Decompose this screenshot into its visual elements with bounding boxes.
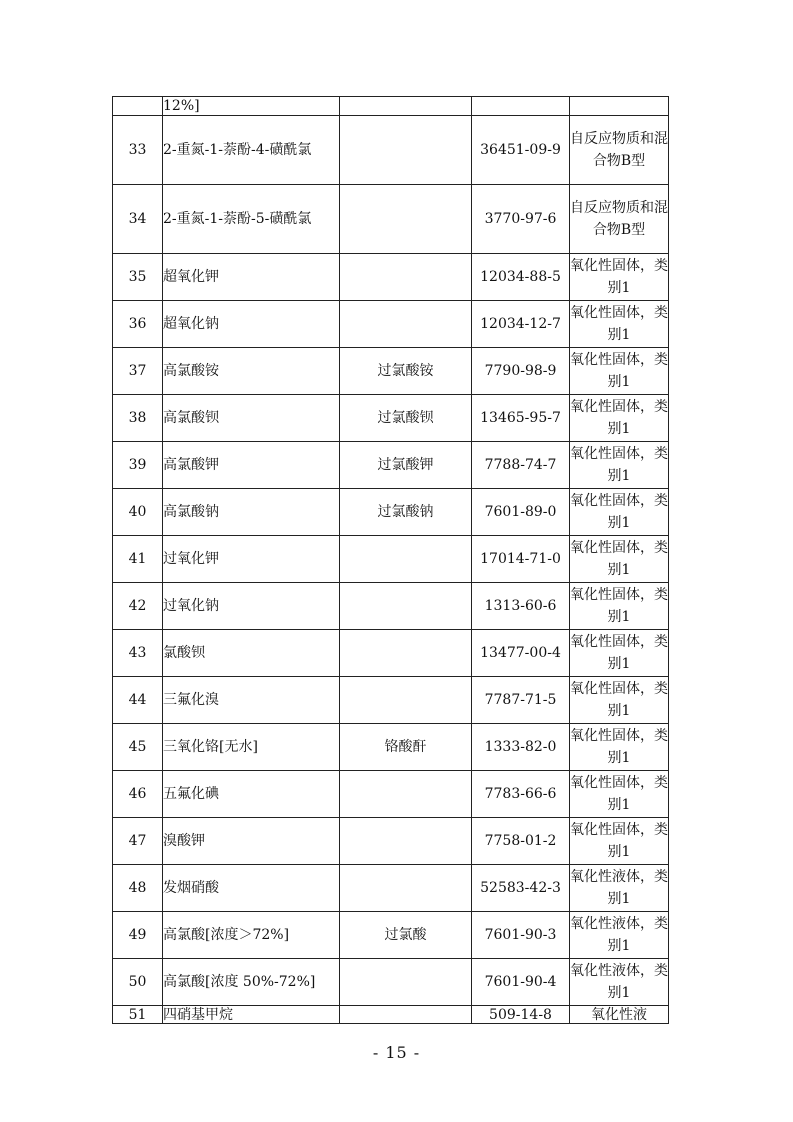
table-row — [113, 959, 669, 1006]
substance-name: 溴酸钾 — [163, 818, 340, 865]
alias: 过氯酸钾 — [340, 442, 472, 489]
substance-name: 过氧化钾 — [163, 536, 340, 583]
hazard-category: 氧化性液体，类别1 — [570, 959, 669, 1006]
substance-name: 高氯酸铵 — [163, 348, 340, 395]
substance-name: 发烟硝酸 — [163, 865, 340, 912]
row-number: 48 — [113, 865, 163, 912]
hazard-category: 氧化性固体，类别1 — [570, 583, 669, 630]
table-row — [113, 185, 669, 254]
table-row — [113, 724, 669, 771]
hazard-category: 氧化性固体，类别1 — [570, 489, 669, 536]
substance-name: 过氧化钠 — [163, 583, 340, 630]
substance-name: 四硝基甲烷 — [163, 1006, 340, 1024]
row-number: 39 — [113, 442, 163, 489]
row-number: 44 — [113, 677, 163, 724]
row-number: 35 — [113, 254, 163, 301]
page-number: - 15 - — [372, 1043, 421, 1062]
hazard-category: 氧化性固体，类别1 — [570, 536, 669, 583]
alias — [340, 677, 472, 724]
hazard-category: 氧化性液体，类别1 — [570, 912, 669, 959]
alias — [340, 865, 472, 912]
hazard-category: 氧化性固体，类别1 — [570, 677, 669, 724]
table-row — [113, 818, 669, 865]
row-number: 33 — [113, 116, 163, 185]
cas-number: 7788-74-7 — [472, 442, 570, 489]
alias — [340, 818, 472, 865]
row-number: 37 — [113, 348, 163, 395]
table-row — [113, 677, 669, 724]
alias — [340, 536, 472, 583]
table-row — [113, 116, 669, 185]
cas-number: 7758-01-2 — [472, 818, 570, 865]
substance-name: 高氯酸钾 — [163, 442, 340, 489]
hazard-category: 氧化性固体，类别1 — [570, 724, 669, 771]
table-row — [113, 442, 669, 489]
hazard-category: 氧化性固体，类别1 — [570, 442, 669, 489]
alias — [340, 630, 472, 677]
chemicals-table — [112, 96, 669, 1024]
substance-name: 高氯酸钡 — [163, 395, 340, 442]
alias — [340, 254, 472, 301]
alias: 过氯酸 — [340, 912, 472, 959]
hazard-category: 自反应物质和混合物B型 — [570, 185, 669, 254]
hazard-category: 氧化性固体，类别1 — [570, 818, 669, 865]
alias: 过氯酸钡 — [340, 395, 472, 442]
table-row — [113, 912, 669, 959]
row-number: 38 — [113, 395, 163, 442]
alias — [340, 583, 472, 630]
substance-name: 三氧化铬[无水] — [163, 724, 340, 771]
row-number: 34 — [113, 185, 163, 254]
alias — [340, 116, 472, 185]
alias: 铬酸酐 — [340, 724, 472, 771]
cas-number: 509-14-8 — [472, 1006, 570, 1024]
cas-number: 7787-71-5 — [472, 677, 570, 724]
table-row — [113, 583, 669, 630]
substance-name: 高氯酸[浓度＞72%] — [163, 912, 340, 959]
cas-number: 52583-42-3 — [472, 865, 570, 912]
alias: 过氯酸铵 — [340, 348, 472, 395]
substance-name: 超氧化钾 — [163, 254, 340, 301]
table-row-continuation — [113, 97, 669, 116]
row-number: 50 — [113, 959, 163, 1006]
cas-number: 1333-82-0 — [472, 724, 570, 771]
substance-name: 12%] — [163, 97, 340, 116]
cas-number: 7601-90-3 — [472, 912, 570, 959]
cas-number: 7790-98-9 — [472, 348, 570, 395]
hazard-category: 自反应物质和混合物B型 — [570, 116, 669, 185]
hazard-category: 氧化性液 — [570, 1006, 669, 1024]
row-number: 47 — [113, 818, 163, 865]
alias — [340, 185, 472, 254]
row-number: 36 — [113, 301, 163, 348]
table-row — [113, 395, 669, 442]
cas-number: 13477-00-4 — [472, 630, 570, 677]
cas-number: 17014-71-0 — [472, 536, 570, 583]
cas-number: 12034-88-5 — [472, 254, 570, 301]
table-row — [113, 489, 669, 536]
row-number — [113, 97, 163, 116]
cas-number: 3770-97-6 — [472, 185, 570, 254]
alias: 过氯酸钠 — [340, 489, 472, 536]
row-number: 42 — [113, 583, 163, 630]
row-number: 41 — [113, 536, 163, 583]
row-number: 40 — [113, 489, 163, 536]
table-row — [113, 348, 669, 395]
alias — [340, 97, 472, 116]
alias — [340, 1006, 472, 1024]
table-row — [113, 301, 669, 348]
row-number: 43 — [113, 630, 163, 677]
table-row — [113, 865, 669, 912]
alias — [340, 301, 472, 348]
cas-number: 7783-66-6 — [472, 771, 570, 818]
hazard-category: 氧化性固体，类别1 — [570, 254, 669, 301]
cas-number: 13465-95-7 — [472, 395, 570, 442]
row-number: 46 — [113, 771, 163, 818]
hazard-category: 氧化性固体，类别1 — [570, 395, 669, 442]
hazard-category: 氧化性固体，类别1 — [570, 301, 669, 348]
table-row — [113, 771, 669, 818]
hazard-category: 氧化性固体，类别1 — [570, 348, 669, 395]
cas-number: 36451-09-9 — [472, 116, 570, 185]
hazard-category: 氧化性固体，类别1 — [570, 771, 669, 818]
table-row — [113, 536, 669, 583]
substance-name: 氯酸钡 — [163, 630, 340, 677]
substance-name: 三氟化溴 — [163, 677, 340, 724]
substance-name: 2-重氮-1-萘酚-4-磺酰氯 — [163, 116, 340, 185]
cas-number: 7601-90-4 — [472, 959, 570, 1006]
cas-number: 1313-60-6 — [472, 583, 570, 630]
row-number: 49 — [113, 912, 163, 959]
hazard-category: 氧化性固体，类别1 — [570, 630, 669, 677]
substance-name: 超氧化钠 — [163, 301, 340, 348]
row-number: 51 — [113, 1006, 163, 1024]
substance-name: 高氯酸钠 — [163, 489, 340, 536]
table-row — [113, 254, 669, 301]
alias — [340, 771, 472, 818]
substance-name: 2-重氮-1-萘酚-5-磺酰氯 — [163, 185, 340, 254]
cas-number: 12034-12-7 — [472, 301, 570, 348]
table-row — [113, 630, 669, 677]
cas-number — [472, 97, 570, 116]
table-row — [113, 1006, 669, 1024]
hazard-category: 氧化性液体，类别1 — [570, 865, 669, 912]
alias — [340, 959, 472, 1006]
row-number: 45 — [113, 724, 163, 771]
substance-name: 五氟化碘 — [163, 771, 340, 818]
cas-number: 7601-89-0 — [472, 489, 570, 536]
hazard-category — [570, 97, 669, 116]
substance-name: 高氯酸[浓度 50%-72%] — [163, 959, 340, 1006]
